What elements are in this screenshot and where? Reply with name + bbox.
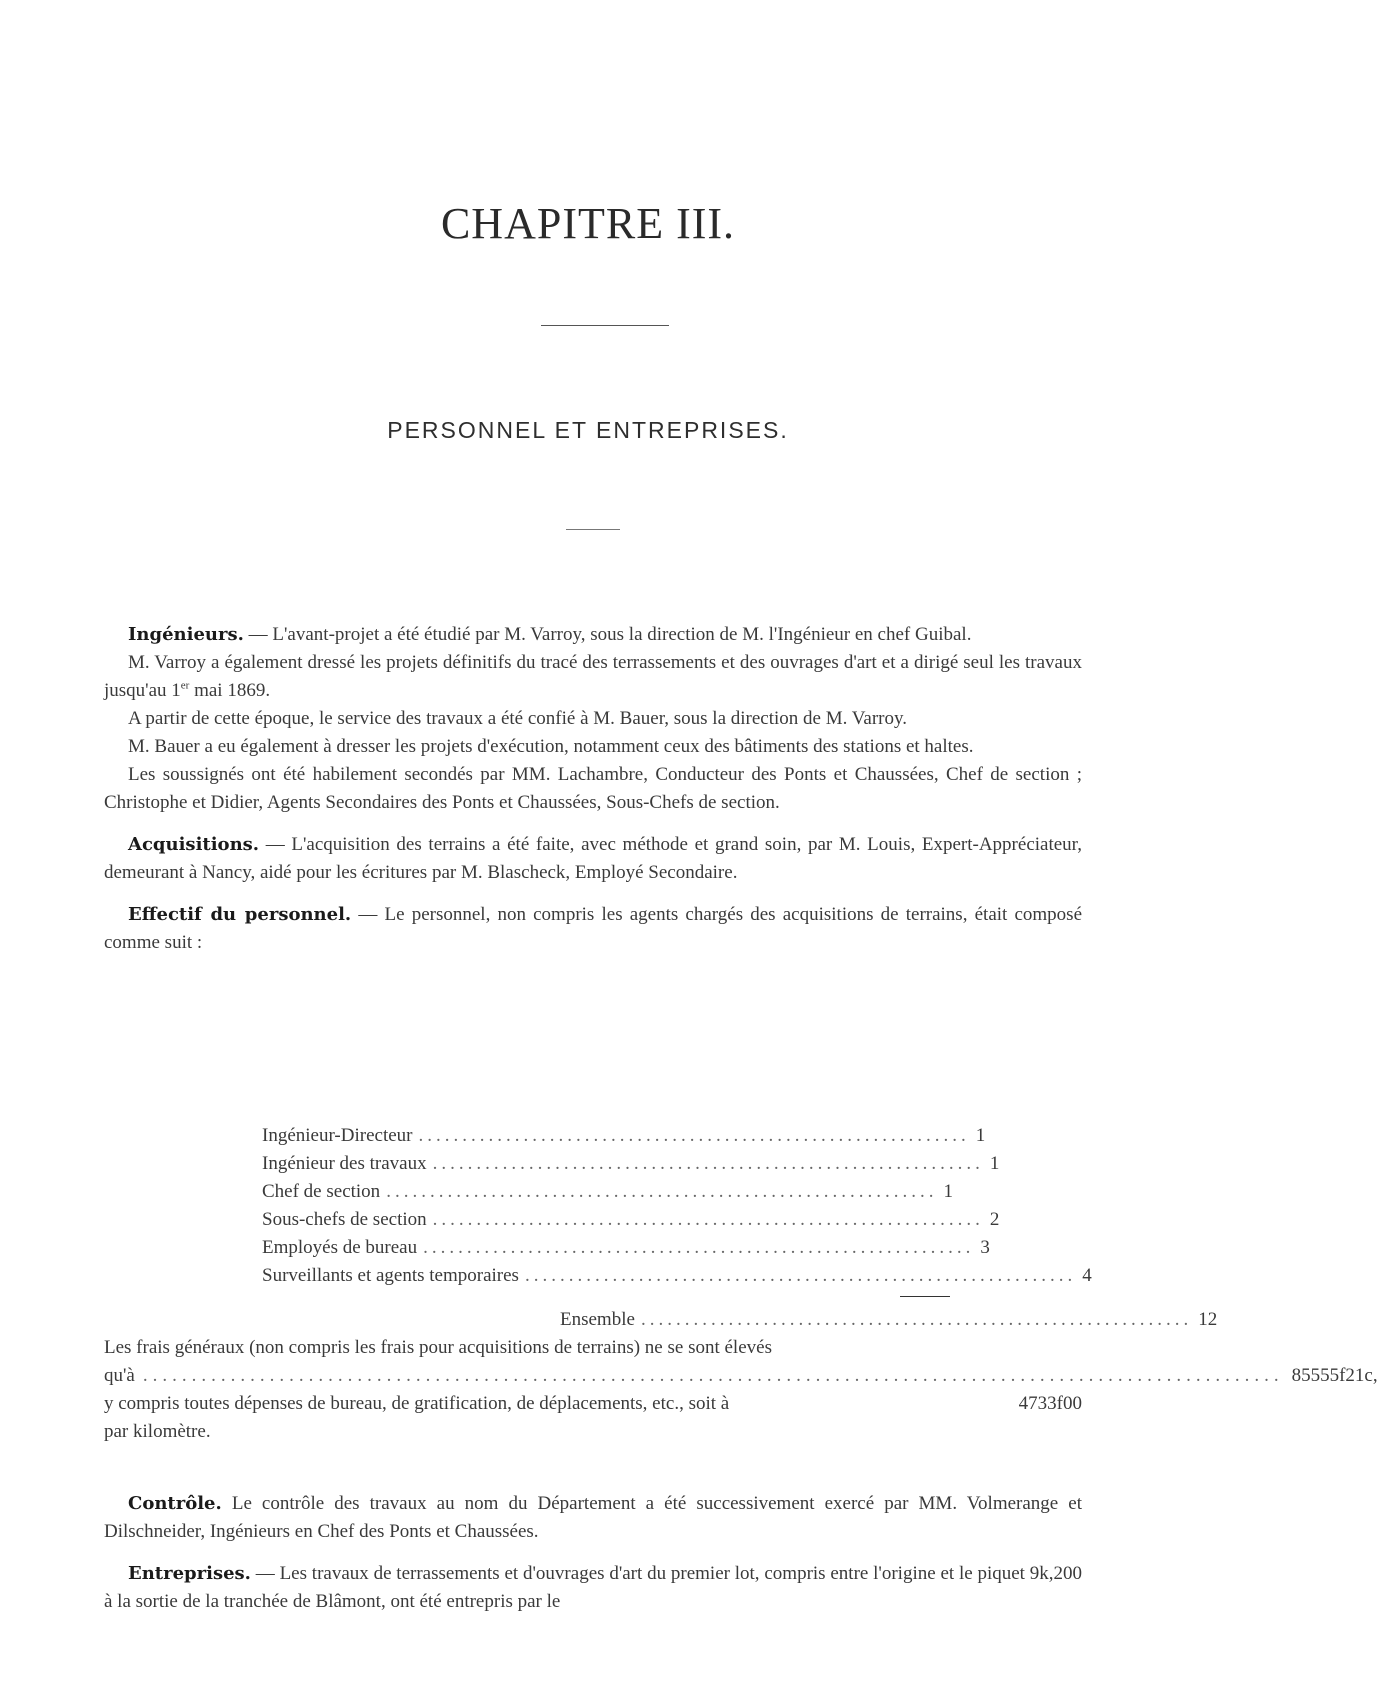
ingenieurs-paragraph bbox=[104, 621, 1082, 649]
staff-count: 1 bbox=[975, 1125, 986, 1146]
staff-label: Ingénieur des travaux bbox=[262, 1153, 427, 1174]
total-label: Ensemble bbox=[560, 1309, 635, 1330]
list-item bbox=[262, 1262, 1092, 1290]
staff-count: 1 bbox=[989, 1153, 1000, 1174]
leader-dots: ............................................................... bbox=[524, 1265, 1077, 1286]
staff-count: 3 bbox=[980, 1237, 990, 1258]
ingenieurs-text: — L'avant-projet a été étudié par M. Varroy, sous la direction de M. l'Ingénieur en chef Guibal. bbox=[248, 624, 972, 645]
controle-paragraph bbox=[104, 1490, 1082, 1546]
frais-line-3 bbox=[104, 1390, 1082, 1418]
acquisitions-text: — L'acquisition des terrains a été faite, avec méthode et grand soin, par M. Louis, Expert-Appréciateur, demeurant à Nancy, aidé pour les écritures par M. Blascheck, Employé Secondaire. bbox=[104, 834, 1082, 883]
section-divider bbox=[566, 529, 620, 530]
frais-line-4 bbox=[104, 1418, 1082, 1446]
entreprises-paragraph bbox=[104, 1560, 1082, 1616]
frais-per-km-value: 4733f00 bbox=[1018, 1393, 1082, 1414]
frais-text: par kilomètre. bbox=[104, 1421, 211, 1442]
controle-heading: Contrôle. bbox=[128, 1493, 222, 1514]
total-divider bbox=[900, 1296, 950, 1297]
title-divider bbox=[541, 325, 669, 326]
entreprises-heading: Entreprises. bbox=[128, 1563, 251, 1584]
frais-label: y compris toutes dépenses de bureau, de gratification, de déplacements, etc., soit à bbox=[104, 1393, 730, 1414]
leader-dots: ............................................................... bbox=[386, 1181, 938, 1202]
list-item bbox=[262, 1206, 1000, 1234]
leader-dots: ............................................................... bbox=[640, 1309, 1193, 1330]
leader-dots: ............................................................... bbox=[432, 1153, 984, 1174]
staff-label: Surveillants et agents temporaires bbox=[262, 1265, 519, 1286]
section-title: PERSONNEL ET ENTREPRISES. bbox=[387, 417, 789, 443]
effectif-paragraph bbox=[104, 901, 1082, 957]
frais-label: qu'à bbox=[104, 1365, 135, 1386]
list-item bbox=[262, 1178, 953, 1206]
main-body bbox=[104, 621, 1082, 957]
bauer-paragraph: A partir de cette époque, le service des travaux a été confié à M. Bauer, sous la direction de M. Varroy. bbox=[128, 708, 907, 729]
total-row bbox=[560, 1306, 1218, 1334]
frais-text: Les frais généraux (non compris les frais pour acquisitions de terrains) ne se sont élevés bbox=[104, 1337, 772, 1358]
varroy-paragraph bbox=[104, 649, 1082, 705]
chapter-title: CHAPITRE III. bbox=[440, 199, 736, 248]
frais-line-2 bbox=[104, 1362, 1378, 1390]
ingenieurs-heading: Ingénieurs. bbox=[128, 624, 244, 645]
leader-dots: ............................................................... bbox=[418, 1125, 970, 1146]
frais-block bbox=[104, 1334, 1378, 1446]
varroy-date: mai 1869. bbox=[189, 680, 271, 701]
entreprises-text: — Les travaux de terrassements et d'ouvrages d'art du premier lot, compris entre l'origine et le piquet 9k,200 à la sortie de la tranchée de Blâmont, ont été entrepris par le bbox=[104, 1563, 1083, 1612]
seconds-paragraph: Les soussignés ont été habilement secondés par MM. Lachambre, Conducteur des Ponts et Chaussées, Chef de section ; Christophe et Didier, Agents Secondaires des Ponts et Chaussées, Sous-Chefs de section. bbox=[104, 764, 1082, 813]
staff-count: 4 bbox=[1082, 1265, 1092, 1286]
acquisitions-paragraph bbox=[104, 831, 1082, 887]
total-count: 12 bbox=[1198, 1309, 1218, 1330]
staff-label: Chef de section bbox=[262, 1181, 381, 1202]
lower-body bbox=[104, 1490, 1082, 1616]
leader-dots: ............................................................... bbox=[423, 1237, 975, 1258]
staff-label: Ingénieur-Directeur bbox=[262, 1125, 413, 1146]
staff-label: Employés de bureau bbox=[262, 1237, 418, 1258]
varroy-text: M. Varroy a également dressé les projets définitifs du tracé des terrassements et des ouvrages d'art et a dirigé seul les travaux jusqu'au 1 bbox=[104, 652, 1082, 701]
staff-count: 2 bbox=[989, 1209, 1000, 1230]
list-item bbox=[262, 1234, 990, 1262]
superscript: er bbox=[180, 679, 190, 692]
staff-label: Sous-chefs de section bbox=[262, 1209, 427, 1230]
controle-text: Le contrôle des travaux au nom du Département a été successivement exercé par MM. Volmerange et Dilschneider, Ingénieurs en Chef des Ponts et Chaussées. bbox=[104, 1493, 1082, 1542]
list-item bbox=[262, 1150, 1000, 1178]
leader-dots: ..................................................................................................................... bbox=[142, 1365, 1284, 1386]
staff-count: 1 bbox=[943, 1181, 953, 1202]
frais-line-1 bbox=[104, 1334, 1082, 1362]
leader-dots: ............................................................... bbox=[432, 1209, 984, 1230]
frais-total-value: 85555f21c, bbox=[1291, 1365, 1378, 1386]
effectif-text: — Le personnel, non compris les agents chargés des acquisitions de terrains, était composé comme suit : bbox=[104, 904, 1082, 953]
staff-list bbox=[262, 1122, 1092, 1290]
bauer-projects-paragraph: M. Bauer a eu également à dresser les projets d'exécution, notamment ceux des bâtiments des stations et haltes. bbox=[128, 736, 974, 757]
effectif-heading: Effectif du personnel. bbox=[128, 904, 352, 925]
list-item bbox=[262, 1122, 986, 1150]
acquisitions-heading: Acquisitions. bbox=[128, 834, 260, 855]
